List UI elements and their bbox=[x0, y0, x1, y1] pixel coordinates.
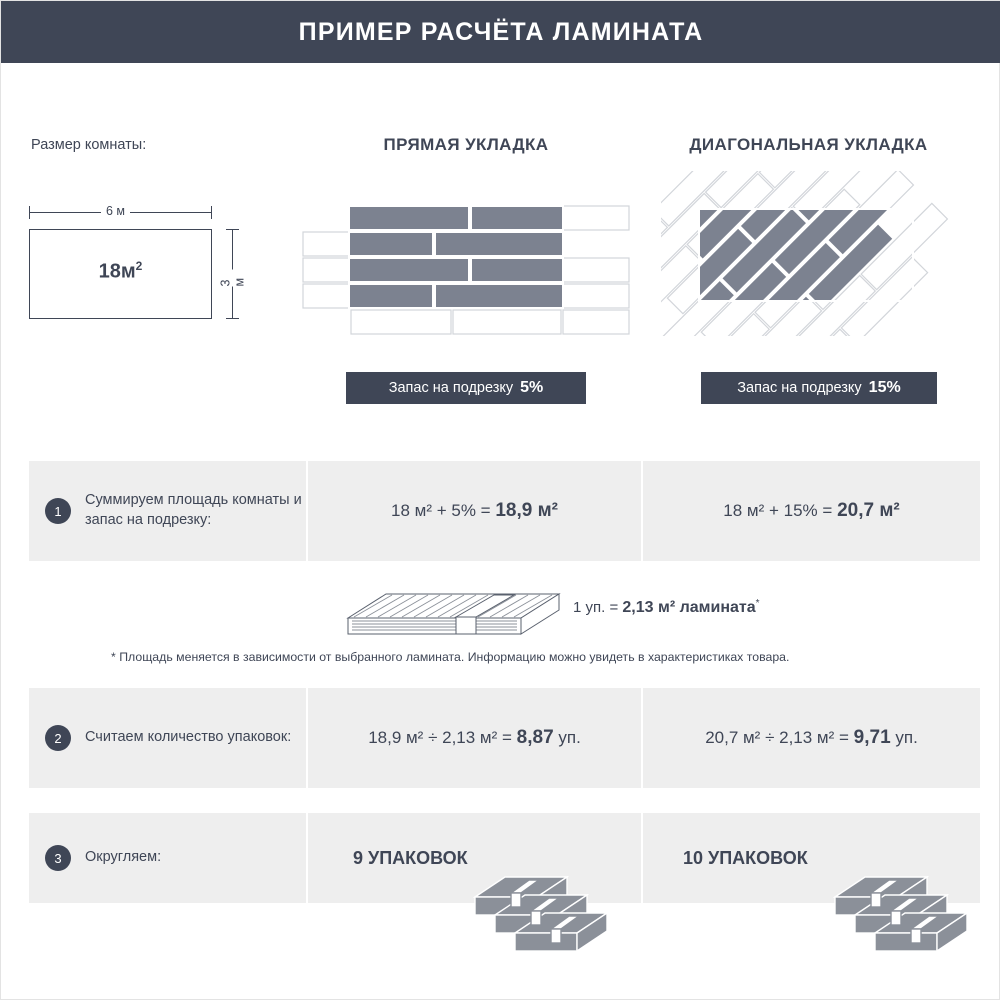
step-row-1 bbox=[29, 461, 980, 561]
diagonal-layout-title: ДИАГОНАЛЬНАЯ УКЛАДКА bbox=[689, 135, 928, 154]
step-3-number: 3 bbox=[45, 845, 71, 871]
step-2-diagonal-formula bbox=[705, 727, 918, 749]
step-1-diagonal-formula bbox=[723, 500, 899, 522]
step-2-straight-suffix: уп. bbox=[553, 728, 581, 747]
straight-layout-title: ПРЯМАЯ УКЛАДКА bbox=[383, 135, 549, 154]
straight-reserve-badge bbox=[346, 372, 586, 404]
step-2-straight-formula bbox=[368, 727, 581, 749]
step-1-number: 1 bbox=[45, 498, 71, 524]
straight-reserve-label: Запас на подрезку bbox=[388, 380, 514, 396]
room-width-dimension bbox=[29, 204, 212, 220]
room-area-unit: м bbox=[120, 260, 136, 283]
pack-caption-prefix: 1 уп. = bbox=[573, 599, 623, 616]
diagonal-reserve-label: Запас на подрезку bbox=[737, 380, 862, 396]
step-1-label-cell bbox=[29, 461, 306, 561]
step-2-label-cell bbox=[29, 688, 306, 788]
pack-stack-right-icon bbox=[831, 863, 981, 958]
dimension-cap-right bbox=[211, 206, 212, 219]
pack-area-caption bbox=[573, 598, 760, 617]
step-2-straight-prefix: 18,9 м² ÷ 2,13 м² = bbox=[368, 728, 517, 747]
step-2-straight-result: 8,87 bbox=[516, 727, 554, 748]
step-1-diagonal-result: 20,7 м² bbox=[837, 500, 900, 521]
step-2-straight-calc bbox=[308, 688, 641, 788]
step-2-text: Считаем количество упаковок: bbox=[85, 729, 292, 746]
step-2-number: 2 bbox=[45, 725, 71, 751]
pack-caption-star: * bbox=[755, 598, 760, 609]
step-2-diagonal-suffix: уп. bbox=[890, 728, 918, 747]
laminate-pack-icon bbox=[346, 576, 561, 641]
straight-layout-diagram bbox=[301, 196, 631, 336]
step-3-straight-result: 9 УПАКОВОК bbox=[353, 847, 468, 868]
room-area-number: 18 bbox=[98, 260, 121, 283]
room-width-value: 6 м bbox=[101, 204, 130, 218]
dimension-cap-left bbox=[29, 206, 30, 219]
room-area-sup: 2 bbox=[135, 259, 143, 273]
pack-caption-value: 2,13 м² bbox=[622, 599, 676, 616]
step-1-diagonal-prefix: 18 м² + 15% = bbox=[723, 501, 838, 520]
header-bar bbox=[1, 1, 1000, 63]
step-1-text: Суммируем площадь комнаты и запас на подрезку: bbox=[85, 492, 302, 528]
step-2-diagonal-calc bbox=[643, 688, 980, 788]
diagonal-reserve-badge bbox=[701, 372, 937, 404]
step-3-diagonal-result: 10 УПАКОВОК bbox=[683, 847, 808, 868]
dimension-cap-bottom bbox=[226, 318, 239, 319]
step-row-2 bbox=[29, 688, 980, 788]
step-3-label-cell bbox=[29, 813, 306, 903]
room-area-value bbox=[29, 259, 212, 284]
pack-stack-left-icon bbox=[471, 863, 621, 958]
pack-caption-suffix: ламината bbox=[675, 599, 756, 616]
step-1-diagonal-calc bbox=[643, 461, 980, 561]
room-height-dimension bbox=[218, 229, 247, 319]
page-title: ПРИМЕР РАСЧЁТА ЛАМИНАТА bbox=[298, 17, 704, 46]
step-1-straight-formula bbox=[391, 500, 558, 522]
step-1-straight-calc bbox=[308, 461, 641, 561]
straight-reserve-value: 5% bbox=[520, 379, 544, 396]
footnote-text: * Площадь меняется в зависимости от выбранного ламината. Информацию можно увидеть в характеристиках товара. bbox=[111, 650, 790, 664]
step-1-straight-prefix: 18 м² + 5% = bbox=[391, 501, 496, 520]
room-height-value: 3 м bbox=[216, 270, 250, 287]
diagonal-layout-diagram bbox=[661, 171, 976, 336]
step-3-text: Округляем: bbox=[85, 849, 162, 866]
room-size-label: Размер комнаты: bbox=[31, 137, 147, 153]
step-2-diagonal-prefix: 20,7 м² ÷ 2,13 м² = bbox=[705, 728, 854, 747]
dimension-cap-top bbox=[226, 229, 239, 230]
diagonal-reserve-value: 15% bbox=[868, 379, 901, 396]
step-2-diagonal-result: 9,71 bbox=[853, 727, 891, 748]
step-1-straight-result: 18,9 м² bbox=[495, 500, 558, 521]
